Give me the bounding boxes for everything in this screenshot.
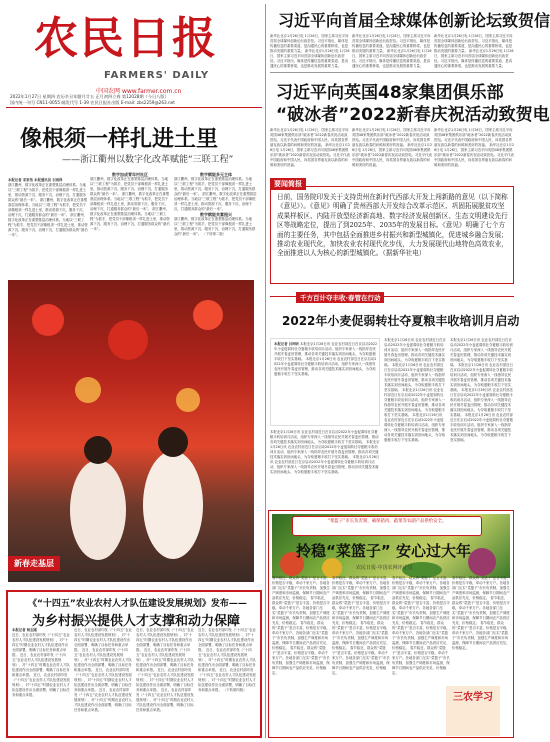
stamp-text: 三农学习	[453, 692, 493, 703]
brief-label: 要闻简报	[270, 178, 306, 190]
talent-body-col1: 本报记者 杨志刚 近日，农业农村部印发《“十四五”农业农村人才队伍建设发展规划》，对“十四五”时期农业农村人才队伍建设作出全面部署，明确了目标任务和重点举措。 近日，农业农村部印发《“十四五”农业农村人才队伍建设发展规划》，对“十四五”时期农业农村人才队伍建设作出全面部署，明确了目标任务和重点举措。 近日，农业农村部印发《“十四五”农业农村人才队伍建设发展规划》，对“十四五”时期农业农村人才队伍建设作出全面部署，明确了目标任务和重点举措。	[12, 628, 70, 697]
talent-plan-headline[interactable]: 为乡村振兴提供人才支撑和动力保障	[32, 614, 241, 629]
wheat-box-text: 本报记者 吕珂昕 本报北京1月26日讯 农业农村部近日在京启动2022年小麦促弱转壮夺夏粮丰收培训月活动，组织专家深入一线指导农民开展冬春麦田管理，推动各项关键技术落实到田间地头，为夺取夏粮丰收打下坚实基础。 本报北京1月26日讯 农业农村部近日在京启动2022年小麦促弱转壮夺夏粮丰收培训月活动，组织专家深入一线指导农民开展冬春麦田管理，推动各项关键技术落实到田间地头，为夺取夏粮丰收打下坚实基础。	[274, 342, 378, 376]
xi-icebreaker-headline[interactable]: 习近平向英国48家集团俱乐部	[276, 83, 504, 103]
veg-body-col3: 春节临近，群众的“菜篮子”是否丰富、价格是否平稳，牵动千家万户。各地各部门压实“菜篮子”市长负责制，加强生产调度和市场监测，保障节日期间农产品供应充足、价格稳定。 春节临近，群众的“菜篮子”是否丰富、价格是否平稳，牵动千家万户。各地各部门压实“菜篮子”市长负责制，加强生产调度和市场监测，保障节日期间农产品供应充足、价格稳定。 春节临近，群众的“菜篮子”是否丰富、价格是否平稳，牵动千家万户。各地各部门压实“菜篮子”市长负责制，加强生产调度和市场监测，保障节日期间农产品供应充足、价格稳定。 春节临近，群众的“菜篮子”是否丰富、价格是否平稳，牵动千家万户。各地各部门压实“菜篮子”市长负责制，加强生产调度和市场监测，保障节日期间农产品供应充足、价格稳定。	[392, 576, 450, 675]
lead-subtitle: ——浙江衢州以数字化改革赋能“三联工程”	[62, 155, 234, 165]
vegetable-byline: 农民日报·中国农网评论员	[356, 565, 413, 571]
newspaper-logo: 农民日报	[34, 13, 218, 64]
brief-body: 日前，国务院印发关于支持贵州在新时代西部大开发上闯新路的意见（以下简称《意见》）。《意见》明确了贵州西部大开发综合改革示范区、巩固拓展脱贫攻坚成果样板区、内陆开放型经济新高地、数字经济发展创新区、生态文明建设先行区等战略定位，提出了到2025年、2035年的发展目标。《意见》明确了七个方面的主要任务，其中包括全面推进乡村振兴和新型城镇化，促进城乡融合发展；推动农业现代化，加快农业农村现代化步伐，大力发展现代山地特色高效农业，全面推进以人为核心的新型城镇化。（据新华社电）	[277, 193, 508, 258]
masthead	[0, 0, 266, 104]
wheat-body-col2: 本报北京1月26日讯 农业农村部近日在京启动2022年小麦促弱转壮夺夏粮丰收培训月活动，组织专家深入一线指导农民开展冬春麦田管理，推动各项关键技术落实到田间地头，为夺取夏粮丰收打下坚实基础。 本报北京1月26日讯 农业农村部近日在京启动2022年小麦促弱转壮夺夏粮丰收培训月活动，组织专家深入一线指导农民开展冬春麦田管理，推动各项关键技术落实到田间地头，为夺取夏粮丰收打下坚实基础。 本报北京1月26日讯 农业农村部近日在京启动2022年小麦促弱转壮夺夏粮丰收培训月活动，组织专家深入一线指导农民开展冬春麦田管理，推动各项关键技术落实到田间地头，为夺取夏粮丰收打下坚实基础。 本报北京1月26日讯 农业农村部近日在京启动2022年小麦促弱转壮夺夏粮丰收培训月活动，组织专家深入一线指导农民开展冬春麦田管理，推动各项关键技术落实到田间地头，为夺取夏粮丰收打下坚实基础。	[384, 338, 446, 442]
issue-date-line: 2022年1月27日 星期四 农历辛丑年腊月廿五 正月初四立春 第12028期（今日八版）	[10, 94, 169, 99]
veg-body-col1: 春节临近，群众的“菜篮子”是否丰富、价格是否平稳，牵动千家万户。各地各部门压实“菜篮子”市长负责制，加强生产调度和市场监测，保障节日期间农产品供应充足、价格稳定。 春节临近，群众的“菜篮子”是否丰富、价格是否平稳，牵动千家万户。各地各部门压实“菜篮子”市长负责制，加强生产调度和市场监测，保障节日期间农产品供应充足、价格稳定。 春节临近，群众的“菜篮子”是否丰富、价格是否平稳，牵动千家万户。各地各部门压实“菜篮子”市长负责制，加强生产调度和市场监测，保障节日期间农产品供应充足、价格稳定。 春节临近，群众的“菜篮子”是否丰富、价格是否平稳，牵动千家万户。各地各部门压实“菜篮子”市长负责制，加强生产调度和市场监测，保障节日期间农产品供应充足、价格稳定。	[272, 576, 330, 675]
xi-media-headline[interactable]: 习近平向首届全球媒体创新论坛致贺信	[278, 11, 550, 30]
xi-icebreaker-body-col3: 新华社北京1月26日电 1月26日，国家主席习近平向英国48家集团俱乐部“破冰者”2022新春庆祝活动致贺电。习近平代表中国政府和中国人民，向英国各界朋友致以新春的问候和美好的祝福。 新华社北京1月26日电 1月26日，国家主席习近平向英国48家集团俱乐部“破冰者”2022新春庆祝活动致贺电。习近平代表中国政府和中国人民，向英国各界朋友致以新春的问候和美好的祝福。	[434, 128, 514, 167]
divider	[270, 72, 514, 73]
talent-plan-kicker: 《“十四五”农业农村人才队伍建设发展规划》发布——	[28, 599, 247, 609]
masthead-rule	[6, 107, 262, 108]
talent-body-col3: 近日，农业农村部印发《“十四五”农业农村人才队伍建设发展规划》，对“十四五”时期农业农村人才队伍建设作出全面部署，明确了目标任务和重点举措。 近日，农业农村部印发《“十四五”农业农村人才队伍建设发展规划》，对“十四五”时期农业农村人才队伍建设作出全面部署，明确了目标任务和重点举措。 近日，农业农村部印发《“十四五”农业农村人才队伍建设发展规划》，对“十四五”时期农业农村人才队伍建设作出全面部署，明确了目标任务和重点举措。 近日，农业农村部印发《“十四五”农业农村人才队伍建设发展规划》，对“十四五”时期农业农村人才队伍建设作出全面部署，明确了目标任务和重点举措。	[136, 628, 194, 712]
column-divider	[265, 4, 266, 738]
wheat-headline[interactable]: 2022年小麦促弱转壮夺夏粮丰收培训月启动	[282, 314, 520, 328]
photo-caption: 1月26日，小朋友在北京朝阳公园参加冬奥主题活动，体验中国传统年俗文化。	[60, 560, 179, 564]
photo-tag: 新春走基层	[8, 556, 60, 571]
photo-credit: 新华社记者 彭子洋 摄	[180, 572, 213, 576]
xi-media-body-col1: 新华社北京1月26日电 1月26日，国家主席习近平向首届全球媒体创新论坛致贺信。习近平指出，媒体是传播信息的重要渠道，是沟通民心的重要桥梁，也是推动发展的重要力量。 新华社北京1月26日电 1月26日，国家主席习近平向首届全球媒体创新论坛致贺信。习近平指出，媒体是传播信息的重要渠道，是沟通民心的重要桥梁，也是推动发展的重要力量。	[270, 34, 350, 68]
veg-body-col2: 春节临近，群众的“菜篮子”是否丰富、价格是否平稳，牵动千家万户。各地各部门压实“菜篮子”市长负责制，加强生产调度和市场监测，保障节日期间农产品供应充足、价格稳定。 春节临近，群众的“菜篮子”是否丰富、价格是否平稳，牵动千家万户。各地各部门压实“菜篮子”市长负责制，加强生产调度和市场监测，保障节日期间农产品供应充足、价格稳定。 春节临近，群众的“菜篮子”是否丰富、价格是否平稳，牵动千家万户。各地各部门压实“菜篮子”市长负责制，加强生产调度和市场监测，保障节日期间农产品供应充足、价格稳定。 春节临近，群众的“菜篮子”是否丰富、价格是否平稳，牵动千家万户。各地各部门压实“菜篮子”市长负责制，加强生产调度和市场监测，保障节日期间农产品供应充足、价格稳定。	[332, 576, 390, 675]
festival-photo	[8, 280, 254, 582]
news-brief-box	[270, 180, 514, 284]
wheat-body-col1: 本报北京1月26日讯 农业农村部近日在京启动2022年小麦促弱转壮夺夏粮丰收培训月活动，组织专家深入一线指导农民开展冬春麦田管理，推动各项关键技术落实到田间地头，为夺取夏粮丰收打下坚实基础。 本报北京1月26日讯 农业农村部近日在京启动2022年小麦促弱转壮夺夏粮丰收培训月活动，组织专家深入一线指导农民开展冬春麦田管理，推动各项关键技术落实到田间地头，为夺取夏粮丰收打下坚实基础。 本报北京1月26日讯 农业农村部近日在京启动2022年小麦促弱转壮夺夏粮丰收培训月活动，组织专家深入一线指导农民开展冬春麦田管理，推动各项关键技术落实到田间地头，为夺取夏粮丰收打下坚实基础。	[270, 430, 380, 474]
issue-code-line: 国内统一刊号 CN11-0055 邮发代号 1-39 农民日报社出版 E-mail: zbs2259@263.net	[10, 100, 175, 105]
wheat-kicker: 千方百计夺丰收·春管在行动	[296, 292, 384, 303]
vegetable-banner-text: “菜篮子”市长负责制，确保猪肉、蔬菜等农副产品供给安全。	[327, 519, 447, 524]
website-tagline[interactable]: 中国农网 www.farmer.com.cn	[96, 88, 182, 95]
lead-body-col3: 数字赋能多元主体 浙江衢州，数字化改革正在重塑基层治理体系。当地以“三联工程”为抓手，把党员干部像根须一样扎进土里，推动资源下沉、服务下沉、治理下沉，打通服务群众的“最后一米”。 浙江衢州，数字化改革正在重塑基层治理体系。当地以“三联工程”为抓手，把党员干部像根须一样扎进土里，推动资源下沉、服务下沉、治理下沉，打通服务群众的“最后一米”。 数字赋能共富振兴 浙江衢州，数字化改革正在重塑基层治理体系。当地以“三联工程”为抓手，把党员干部像根须一样扎进土里，推动资源下沉、服务下沉、治理下沉，打通服务群众的“最后一米”。 （下转第二版）	[174, 172, 257, 236]
xi-media-body-col2: 新华社北京1月26日电 1月26日，国家主席习近平向首届全球媒体创新论坛致贺信。习近平指出，媒体是传播信息的重要渠道，是沟通民心的重要桥梁，也是推动发展的重要力量。 新华社北京1月26日电 1月26日，国家主席习近平向首届全球媒体创新论坛致贺信。习近平指出，媒体是传播信息的重要渠道，是沟通民心的重要桥梁，也是推动发展的重要力量。	[352, 34, 432, 68]
xi-icebreaker-headline-2[interactable]: “破冰者”2022新春庆祝活动致贺电	[276, 105, 550, 125]
xi-icebreaker-body-col2: 新华社北京1月26日电 1月26日，国家主席习近平向英国48家集团俱乐部“破冰者”2022新春庆祝活动致贺电。习近平代表中国政府和中国人民，向英国各界朋友致以新春的问候和美好的祝福。 新华社北京1月26日电 1月26日，国家主席习近平向英国48家集团俱乐部“破冰者”2022新春庆祝活动致贺电。习近平代表中国政府和中国人民，向英国各界朋友致以新春的问候和美好的祝福。	[352, 128, 432, 167]
vegetable-banner	[292, 516, 482, 536]
three-agri-stamp	[446, 686, 500, 736]
lead-body-col1: 本报记者 邓家伟 本报通讯员 石雨泽 浙江衢州，数字化改革正在重塑基层治理体系。当地以“三联工程”为抓手，把党员干部像根须一样扎进土里，推动资源下沉、服务下沉、治理下沉，打通服务群众的“最后一米”。 浙江衢州，数字化改革正在重塑基层治理体系。当地以“三联工程”为抓手，把党员干部像根须一样扎进土里，推动资源下沉、服务下沉、治理下沉，打通服务群众的“最后一米”。 浙江衢州，数字化改革正在重塑基层治理体系。当地以“三联工程”为抓手，把党员干部像根须一样扎进土里，推动资源下沉、服务下沉、治理下沉，打通服务群众的“最后一米”。	[8, 178, 88, 237]
talent-plan-box	[6, 590, 262, 738]
wheat-box	[270, 338, 380, 426]
lanterns-graphic	[8, 280, 254, 582]
lead-body-col2: 数字加成青年村社区 浙江衢州，数字化改革正在重塑基层治理体系。当地以“三联工程”为抓手，把党员干部像根须一样扎进土里，推动资源下沉、服务下沉、治理下沉，打通服务群众的“最后一米”。 浙江衢州，数字化改革正在重塑基层治理体系。当地以“三联工程”为抓手，把党员干部像根须一样扎进土里，推动资源下沉、服务下沉、治理下沉，打通服务群众的“最后一米”。 浙江衢州，数字化改革正在重塑基层治理体系。当地以“三联工程”为抓手，把党员干部像根须一样扎进土里，推动资源下沉、服务下沉、治理下沉，打通服务群众的“最后一米”。	[90, 172, 170, 231]
lead-headline[interactable]: 像根须一样扎进土里	[20, 127, 219, 152]
talent-body-col2: 近日，农业农村部印发《“十四五”农业农村人才队伍建设发展规划》，对“十四五”时期农业农村人才队伍建设作出全面部署，明确了目标任务和重点举措。 近日，农业农村部印发《“十四五”农业农村人才队伍建设发展规划》，对“十四五”时期农业农村人才队伍建设作出全面部署，明确了目标任务和重点举措。 近日，农业农村部印发《“十四五”农业农村人才队伍建设发展规划》，对“十四五”时期农业农村人才队伍建设作出全面部署，明确了目标任务和重点举措。 近日，农业农村部印发《“十四五”农业农村人才队伍建设发展规划》，对“十四五”时期农业农村人才队伍建设作出全面部署，明确了目标任务和重点举措。	[74, 628, 132, 712]
xi-icebreaker-body-col1: 新华社北京1月26日电 1月26日，国家主席习近平向英国48家集团俱乐部“破冰者”2022新春庆祝活动致贺电。习近平代表中国政府和中国人民，向英国各界朋友致以新春的问候和美好的祝福。 新华社北京1月26日电 1月26日，国家主席习近平向英国48家集团俱乐部“破冰者”2022新春庆祝活动致贺电。习近平代表中国政府和中国人民，向英国各界朋友致以新春的问候和美好的祝福。	[270, 128, 350, 167]
wheat-body-col3: 本报北京1月26日讯 农业农村部近日在京启动2022年小麦促弱转壮夺夏粮丰收培训月活动，组织专家深入一线指导农民开展冬春麦田管理，推动各项关键技术落实到田间地头，为夺取夏粮丰收打下坚实基础。 本报北京1月26日讯 农业农村部近日在京启动2022年小麦促弱转壮夺夏粮丰收培训月活动，组织专家深入一线指导农民开展冬春麦田管理，推动各项关键技术落实到田间地头，为夺取夏粮丰收打下坚实基础。 本报北京1月26日讯 农业农村部近日在京启动2022年小麦促弱转壮夺夏粮丰收培训月活动，组织专家深入一线指导农民开展冬春麦田管理，推动各项关键技术落实到田间地头，为夺取夏粮丰收打下坚实基础。 本报北京1月26日讯 农业农村部近日在京启动2022年小麦促弱转壮夺夏粮丰收培训月活动，组织专家深入一线指导农民开展冬春麦田管理，推动各项关键技术落实到田间地头，为夺取夏粮丰收打下坚实基础。	[450, 338, 513, 442]
veg-body-col4: 春节临近，群众的“菜篮子”是否丰富、价格是否平稳，牵动千家万户。各地各部门压实“菜篮子”市长负责制，加强生产调度和市场监测，保障节日期间农产品供应充足、价格稳定。 春节临近，群众的“菜篮子”是否丰富、价格是否平稳，牵动千家万户。各地各部门压实“菜篮子”市长负责制，加强生产调度和市场监测，保障节日期间农产品供应充足、价格稳定。 春节临近，群众的“菜篮子”是否丰富、价格是否平稳，牵动千家万户。各地各部门压实“菜篮子”市长负责制，加强生产调度和市场监测，保障节日期间农产品供应充足、价格稳定。	[452, 576, 510, 650]
talent-body-col4: 近日，农业农村部印发《“十四五”农业农村人才队伍建设发展规划》，对“十四五”时期农业农村人才队伍建设作出全面部署，明确了目标任务和重点举措。 近日，农业农村部印发《“十四五”农业农村人才队伍建设发展规划》，对“十四五”时期农业农村人才队伍建设作出全面部署，明确了目标任务和重点举措。 近日，农业农村部印发《“十四五”农业农村人才队伍建设发展规划》，对“十四五”时期农业农村人才队伍建设作出全面部署，明确了目标任务和重点举措。 （下转第四版）	[198, 628, 256, 692]
newspaper-logo-en: FARMERS' DAILY	[104, 70, 210, 81]
vegetable-headline[interactable]: 拎稳“菜篮子” 安心过大年	[296, 542, 471, 560]
xi-media-body-col3: 新华社北京1月26日电 1月26日，国家主席习近平向首届全球媒体创新论坛致贺信。习近平指出，媒体是传播信息的重要渠道，是沟通民心的重要桥梁，也是推动发展的重要力量。 新华社北京1月26日电 1月26日，国家主席习近平向首届全球媒体创新论坛致贺信。习近平指出，媒体是传播信息的重要渠道，是沟通民心的重要桥梁，也是推动发展的重要力量。	[434, 34, 514, 68]
